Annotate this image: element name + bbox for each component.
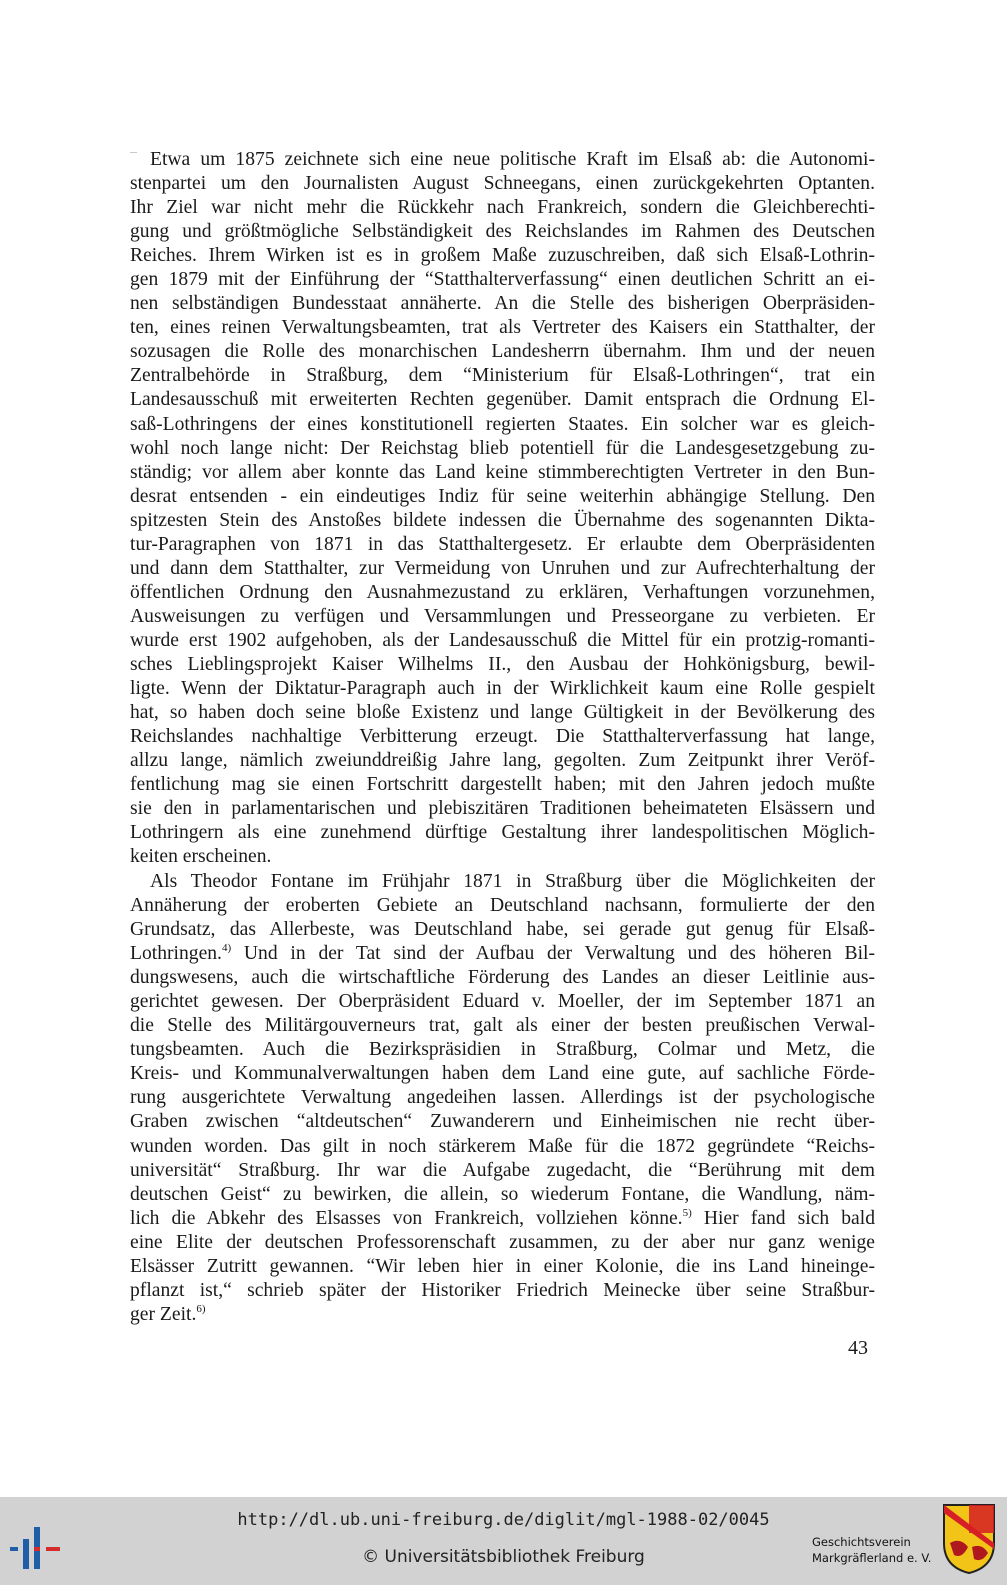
text-line: tungsbeamten. Auch die Bezirkspräsidien in Straßburg, Colmar und Metz, die (130, 1039, 875, 1061)
text-line: öffentlichen Ordnung den Ausnahmezustand zu erklären, Verhaftungen vorzunehmen, (130, 581, 875, 603)
text-line: universität“ Straßburg. Ihr war die Aufgabe zugedacht, die “Berührung mit dem (130, 1159, 875, 1181)
text-line: Kreis- und Kommunalverwaltungen haben dem Land eine gute, auf sachliche Förde- (130, 1063, 875, 1085)
footer-bar (0, 1497, 1007, 1585)
text-segment: Und in der Tat sind der Aufbau der Verwaltung und des höheren Bil- (231, 943, 875, 965)
society-name-line: Markgräflerland e. V. (812, 1551, 932, 1565)
page-number: 43 (848, 1337, 868, 1359)
text-line: keiten erscheinen. (130, 846, 272, 868)
text-line: Ihr Ziel war nicht mehr die Rückkehr nach Frankreich, sondern die Gleichberechti- (130, 197, 875, 219)
text-line-with-footnote (130, 942, 875, 966)
text-line: Zentralbehörde in Straßburg, dem “Ministerium für Elsaß-Lothringen“, trat ein (130, 365, 875, 387)
text-line: ligte. Wenn der Diktatur-Paragraph auch in der Wirklichkeit kaum eine Rolle gespielt (130, 678, 875, 700)
text-line: Grundsatz, das Allerbeste, was Deutschland habe, sei gerade gut genug für Elsaß- (130, 919, 875, 941)
text-line: Als Theodor Fontane im Frühjahr 1871 in Straßburg über die Möglichkeiten der (150, 871, 875, 892)
text-line: ten, eines reinen Verwaltungsbeamten, trat als Vertreter des Kaisers ein Statthalter, der (130, 317, 875, 339)
text-line: Reiches. Ihrem Wirken ist es in großem Maße zuzuschreiben, daß sich Elsaß-Lothrin- (130, 245, 875, 267)
paragraph-1 (130, 148, 875, 869)
text-line: rung ausgerichtete Verwaltung angedeihen lassen. Allerdings ist der psychologische (130, 1087, 875, 1109)
text-line: gen 1879 mit der Einführung der “Statthalterverfassung“ einen deutlichen Schritt an ei- (130, 269, 875, 291)
text-line: nen selbständigen Bundesstaat annäherte. An die Stelle des bisherigen Oberpräsiden- (130, 293, 875, 315)
copyright-notice: © Universitätsbibliothek Freiburg (362, 1547, 645, 1567)
text-segment: Lothringen. (130, 943, 222, 965)
footnote-marker: 5) (682, 1206, 692, 1219)
text-line: sozusagen die Rolle des monarchischen Landesherrn übernahm. Ihm und der neuen (130, 341, 875, 363)
footnote-marker: 6) (196, 1302, 206, 1315)
text-line: ständig; vor allem aber konnte das Land keine stimmberechtigten Vertreter in den Bun- (130, 461, 875, 483)
text-line: Landesausschuß mit erweiterten Rechten gegenüber. Damit entsprach die Ordnung El- (130, 389, 875, 411)
text-line: Reichslandes nachhaltige Verbitterung erzeugt. Die Statthalterverfassung hat lange, (130, 726, 875, 748)
text-line: tur-Paragraphen von 1871 in das Statthaltergesetz. Er erlaubte dem Oberpräsidenten (130, 533, 875, 555)
text-line: stenpartei um den Journalisten August Schneegans, einen zurückgekehrten Optanten. (130, 173, 875, 195)
text-line: sie den in parlamentarischen und plebiszitären Traditionen beheimateten Elsässern und (130, 798, 875, 820)
text-line: wohl noch lange nicht: Der Reichstag blieb potentiell für die Landesgesetzgebung zu- (130, 437, 875, 459)
text-line: und dann dem Statthalter, zur Vermeidung von Unruhen und zur Aufrechterhaltung der (130, 557, 875, 579)
text-line: Ausweisungen zu verfügen und Versammlungen und Presseorgane zu verbieten. Er (130, 605, 875, 627)
text-segment: lich die Abkehr des Elsasses von Frankreich, vollziehen könne. (130, 1207, 683, 1229)
text-line: Graben zwischen “altdeutschen“ Zuwanderern und Einheimischen nie recht über- (130, 1111, 875, 1133)
text-segment: Hier fand sich bald (691, 1207, 875, 1229)
text-line: wunden worden. Das gilt in noch stärkerem Maße für die 1872 gegründete “Reichs- (130, 1135, 875, 1157)
text-line-with-footnote (130, 1207, 875, 1231)
text-line: deutschen Geist“ zu bewirken, die allein, so wiederum Fontane, die Wandlung, näm- (130, 1183, 875, 1205)
paragraph-2 (130, 870, 875, 1327)
society-crest-icon (942, 1503, 996, 1575)
text-line: dungswesens, auch die wirtschaftliche Förderung des Landes an dieser Leitlinie aus- (130, 967, 875, 989)
footnote-marker: 4) (221, 942, 232, 955)
text-line: Annäherung der eroberten Gebiete an Deutschland nachsann, formulierte der den (130, 895, 875, 917)
text-line: hat, so haben doch seine bloße Existenz und lange Gültigkeit in der Bevölkerung des (130, 702, 875, 724)
text-line: Lothringern als eine zunehmend dürftige Gestaltung ihrer landespolitischen Möglich- (130, 822, 875, 844)
text-line: Elsässer Zutritt gewannen. “Wir leben hier in einer Kolonie, die ins Land hineinge- (130, 1255, 875, 1277)
text-segment: ger Zeit. (130, 1303, 197, 1325)
text-line: pflanzt ist,“ schrieb später der Historiker Friedrich Meinecke über seine Straßbur- (130, 1279, 875, 1301)
text-line: gerichtet gewesen. Der Oberpräsident Eduard v. Moeller, der im September 1871 an (130, 991, 875, 1013)
text-line: wurde erst 1902 aufgehoben, als der Landesausschuß die Mittel für ein protzig-romanti- (130, 629, 875, 651)
society-name (812, 1534, 931, 1566)
text-line: spitzesten Stein des Anstoßes bildete indessen die Übernahme des sogenannten Dikta- (130, 509, 875, 531)
text-line: Etwa um 1875 zeichnete sich eine neue politische Kraft im Elsaß ab: die Autonomi- (150, 149, 875, 170)
text-line: allzu lange, nämlich zweiunddreißig Jahre lang, gegolten. Zum Zeitpunkt ihrer Veröf- (130, 750, 875, 772)
text-line: fentlichung mag sie einen Fortschritt dargestellt haben; mit den Jahren jedoch mußte (130, 774, 875, 796)
text-line: gung und größtmögliche Selbständigkeit des Reichslandes im Rahmen des Deutschen (130, 221, 875, 243)
document-url-link[interactable]: http://dl.ub.uni-freiburg.de/diglit/mgl-1988-02/0045 (237, 1510, 770, 1530)
text-line: die Stelle des Militärgouverneurs trat, galt als einer der besten preußischen Verwal- (130, 1015, 875, 1037)
text-line: sches Lieblingsprojekt Kaiser Wilhelms II., den Ausbau der Hohkönigsburg, bewil- (130, 653, 875, 675)
text-line-with-footnote (130, 1303, 875, 1327)
text-line: saß-Lothringens der eines konstitutionell regierten Staates. Ein solcher war es gleich- (130, 413, 875, 435)
text-line: desrat entsenden - ein eindeutiges Indiz für seine weiterhin abhängige Stellung. Den (130, 485, 875, 507)
society-name-line: Geschichtsverein (812, 1535, 911, 1549)
text-line: eine Elite der deutschen Professorenschaft zusammen, zu der aber nur ganz wenige (130, 1231, 875, 1253)
